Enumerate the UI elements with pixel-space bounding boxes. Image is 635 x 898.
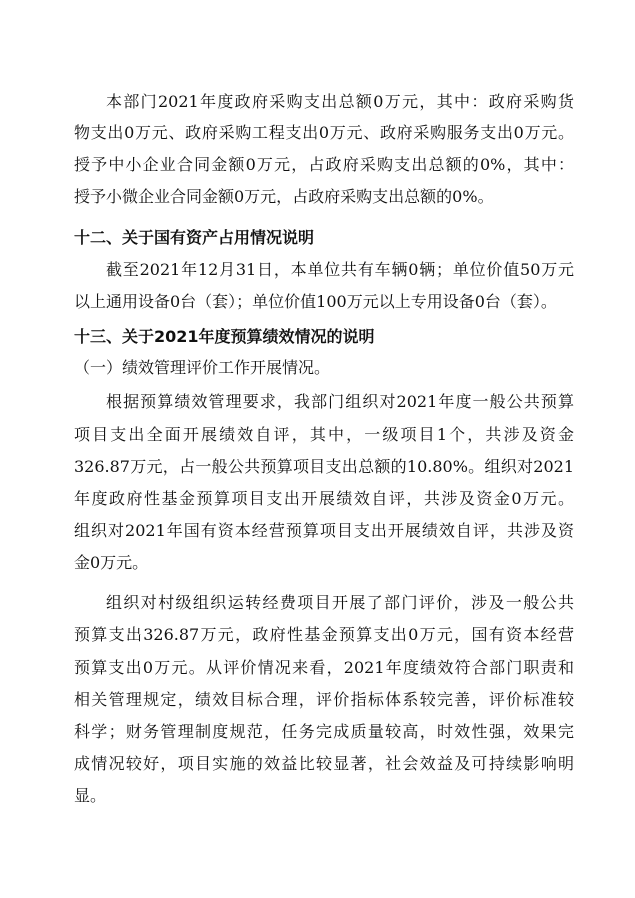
- paragraph-line: 年度政府性基金预算项目支出开展绩效自评，共涉及资金0万元。: [74, 489, 574, 508]
- paragraph-line: 预算支出0万元。从评价情况来看，2021年度绩效符合部门职责和: [74, 658, 574, 677]
- paragraph-line: 截至2021年12月31日，本单位共有车辆0辆；单位价值50万元: [106, 260, 574, 279]
- paragraph-line: 成情况较好，项目实施的效益比较显著，社会效益及可持续影响明: [74, 754, 574, 773]
- paragraph-line: 组织对2021年国有资本经营预算项目支出开展绩效自评，共涉及资: [74, 521, 574, 540]
- paragraph-line: 组织对村级组织运转经费项目开展了部门评价，涉及一般公共: [106, 593, 574, 612]
- paragraph-line: 相关管理规定，绩效目标合理，评价指标体系较完善，评价标准较: [74, 690, 574, 709]
- paragraph-line: 项目支出全面开展绩效自评，其中，一级项目1个，共涉及资金: [74, 425, 574, 444]
- paragraph-line: 326.87万元，占一般公共预算项目支出总额的10.80%。组织对2021: [74, 457, 574, 476]
- paragraph-line: 显。: [74, 786, 107, 805]
- paragraph-line: 本部门2021年度政府采购支出总额0万元，其中：政府采购货: [106, 92, 574, 111]
- section-heading-performance: 十三、关于2021年度预算绩效情况的说明: [74, 327, 375, 346]
- paragraph-line: 金0万元。: [74, 553, 149, 572]
- paragraph-line: 科学；财务管理制度规范，任务完成质量较高，时效性强，效果完: [74, 722, 574, 741]
- section-heading-assets: 十二、关于国有资产占用情况说明: [74, 228, 315, 247]
- subsection-heading: （一）绩效管理评价工作开展情况。: [74, 358, 331, 377]
- paragraph-line: 预算支出326.87万元，政府性基金预算支出0万元，国有资本经营: [74, 625, 574, 644]
- paragraph-line: 物支出0万元、政府采购工程支出0万元、政府采购服务支出0万元。: [74, 123, 574, 142]
- paragraph-line: 授予小微企业合同金额0万元，占政府采购支出总额的0%。: [74, 187, 494, 206]
- paragraph-line: 以上通用设备0台（套）；单位价值100万元以上专用设备0台（套）。: [74, 292, 557, 311]
- paragraph-line: 授予中小企业合同金额0万元，占政府采购支出总额的0%，其中：: [74, 155, 574, 174]
- paragraph-line: 根据预算绩效管理要求，我部门组织对2021年度一般公共预算: [106, 392, 574, 411]
